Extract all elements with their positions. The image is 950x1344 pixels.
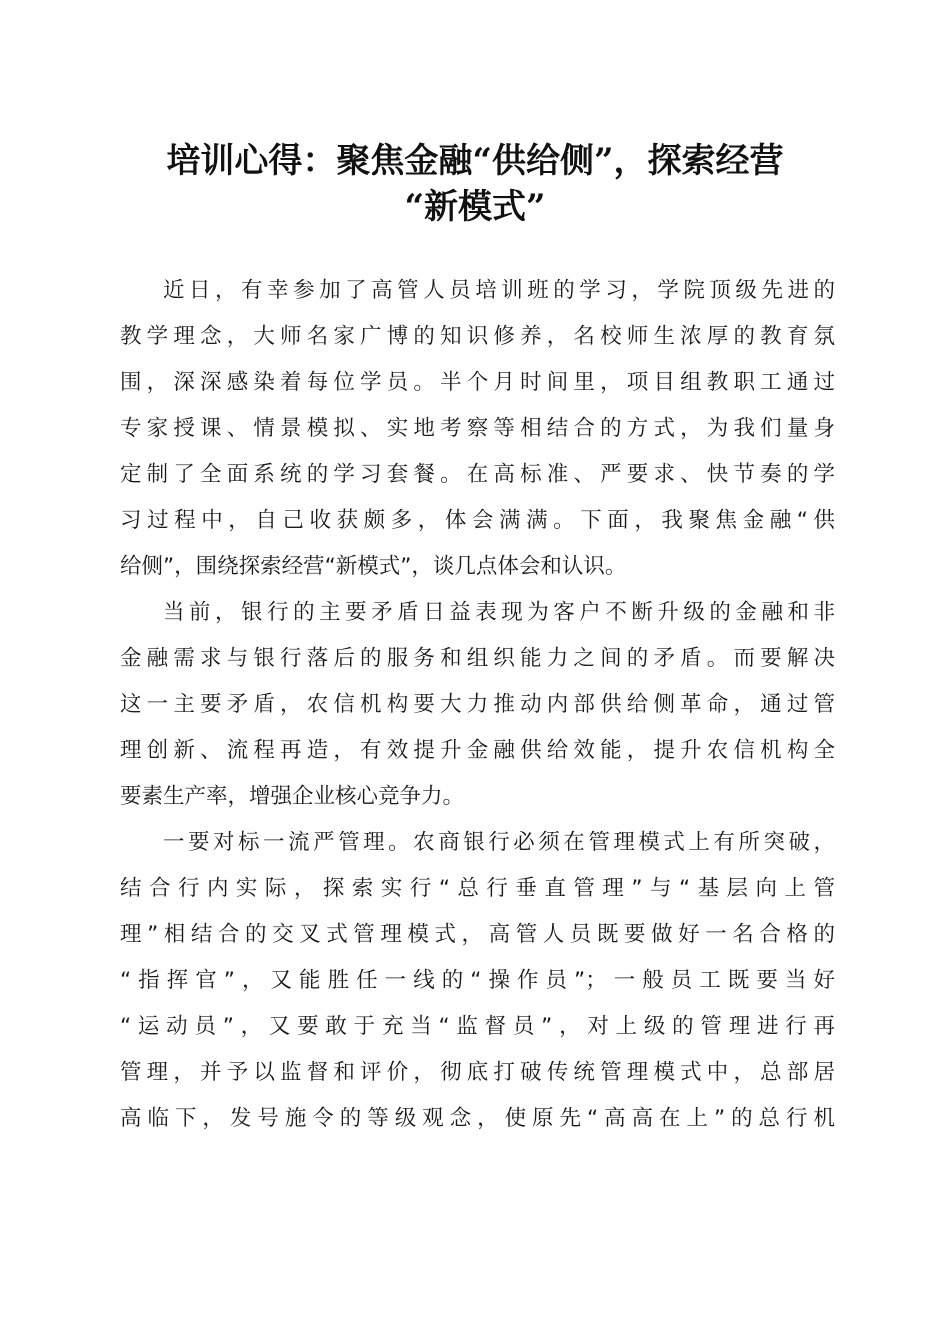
paragraph-line: 习过程中，自己收获颇多，体会满满。下面，我聚焦金融“供 xyxy=(120,508,835,533)
paragraph-1 xyxy=(120,268,835,590)
paragraph-line: 一要对标一流严管理。农商银行必须在管理模式上有所突破， xyxy=(163,830,835,855)
paragraph-line: 理创新、流程再造，有效提升金融供给效能，提升农信机构全 xyxy=(120,738,835,763)
paragraph-line: “运动员”，又要敢于充当“监督员”，对上级的管理进行再 xyxy=(120,1014,835,1039)
paragraph-2 xyxy=(120,590,835,820)
paragraph-line: 定制了全面系统的学习套餐。在高标准、严要求、快节奏的学 xyxy=(120,462,835,487)
paragraph-line: 管理，并予以监督和评价，彻底打破传统管理模式中，总部居 xyxy=(120,1060,835,1085)
title-line-2: “新模式” xyxy=(404,187,546,227)
paragraph-3 xyxy=(120,820,835,1142)
paragraph-line: 这一主要矛盾，农信机构要大力推动内部供给侧革命，通过管 xyxy=(120,692,835,717)
paragraph-line: 围，深深感染着每位学员。半个月时间里，项目组教职工通过 xyxy=(120,370,835,395)
paragraph-line: 高临下，发号施令的等级观念，使原先“高高在上”的总行机 xyxy=(120,1106,835,1131)
paragraph-line: “指挥官”，又能胜任一线的“操作员”；一般员工既要当好 xyxy=(120,968,835,993)
title-line-1: 培训心得：聚焦金融“供给侧”，探索经营 xyxy=(166,141,784,181)
paragraph-line: 给侧”，围绕探索经营“新模式”，谈几点体会和认识。 xyxy=(120,554,627,579)
paragraph-line: 教学理念，大师名家广博的知识修养，名校师生浓厚的教育氛 xyxy=(120,324,835,349)
paragraph-line: 专家授课、情景模拟、实地考察等相结合的方式，为我们量身 xyxy=(120,416,835,441)
paragraph-line: 近日，有幸参加了高管人员培训班的学习，学院顶级先进的 xyxy=(163,278,835,303)
document-title xyxy=(110,138,840,230)
paragraph-line: 金融需求与银行落后的服务和组织能力之间的矛盾。而要解决 xyxy=(120,646,835,671)
paragraph-line: 结合行内实际，探索实行“总行垂直管理”与“基层向上管 xyxy=(120,876,835,901)
paragraph-line: 当前，银行的主要矛盾日益表现为客户不断升级的金融和非 xyxy=(163,600,835,625)
paragraph-line: 要素生产率，增强企业核心竞争力。 xyxy=(120,784,465,809)
paragraph-line: 理”相结合的交叉式管理模式，高管人员既要做好一名合格的 xyxy=(120,922,835,947)
document-body xyxy=(120,268,835,1142)
